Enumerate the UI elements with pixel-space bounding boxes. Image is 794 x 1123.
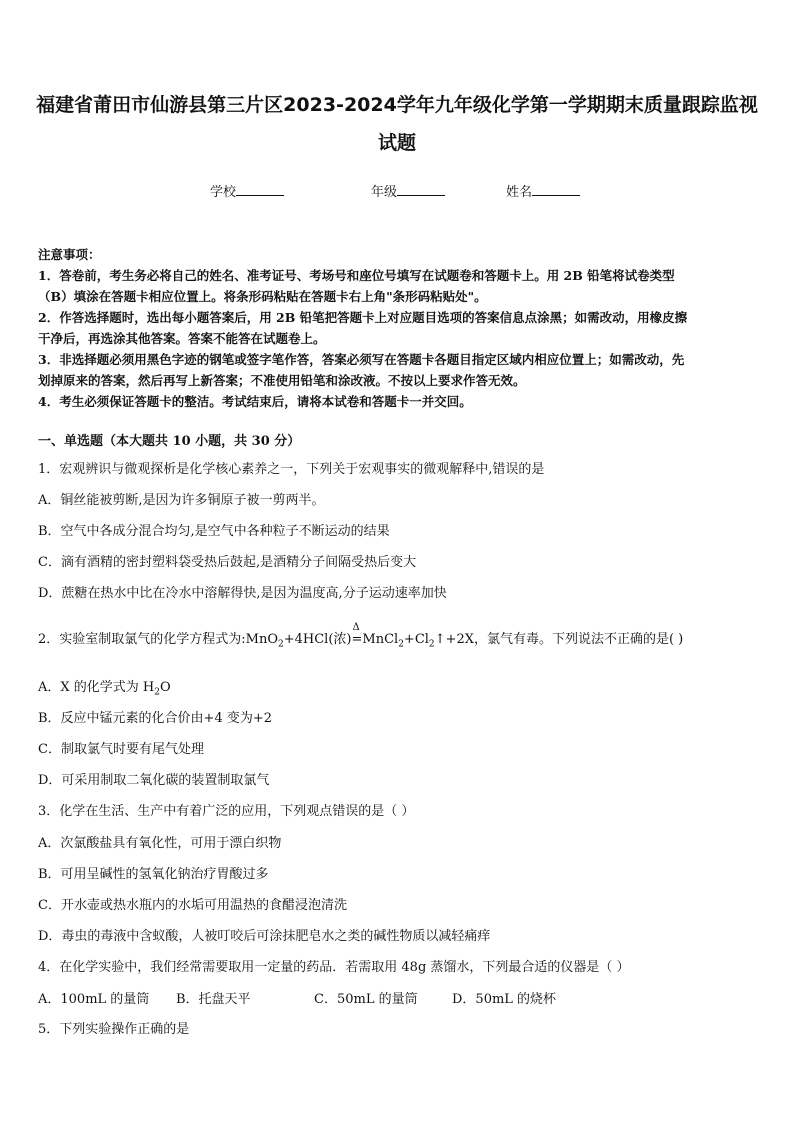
school-field[interactable]	[210, 181, 284, 200]
q1-stem: 1．宏观辨识与微观探析是化学核心素养之一，下列关于宏观事实的微观解释中,错误的是	[38, 462, 545, 477]
q2-stem-part: ↑+2X，氯气有毒。下列说法不正确的是( )	[434, 632, 684, 647]
notes-line: 2．作答选择题时，选出每小题答案后，用 2B 铅笔把答题卡上对应题目选项的答案信息点涂黑；如需改动，用橡皮擦	[38, 310, 688, 325]
heat-condition	[351, 622, 363, 647]
q2-stem-part: +Cl	[403, 632, 429, 647]
q4-stem: 4．在化学实验中，我们经常需要取用一定量的药品．若需取用 48g 蒸馏水，下列最合适的仪器是（ ）	[38, 960, 630, 975]
q2-option-d: D．可采用制取二氧化碳的装置制取氯气	[38, 773, 270, 788]
q1-option-b: B．空气中各成分混合均匀,是空气中各种粒子不断运动的结果	[38, 524, 390, 539]
section-title: 一、单选题（本大题共 10 小题，共 30 分）	[38, 434, 301, 449]
q5-stem: 5．下列实验操作正确的是	[38, 1022, 190, 1037]
exam-title-line1: 福建省莆田市仙游县第三片区2023-2024学年九年级化学第一学期期末质量跟踪监视	[36, 94, 758, 116]
subscript: 2	[278, 639, 284, 650]
q2-option-a-text: A．X 的化学式为 H	[38, 680, 155, 695]
name-blank[interactable]	[532, 183, 580, 196]
q3-option-c: C．开水壶或热水瓶内的水垢可用温热的食醋浸泡清洗	[38, 898, 347, 913]
name-field[interactable]	[506, 181, 580, 200]
notes-line: 4．考生必须保证答题卡的整洁。考试结束后，请将本试卷和答题卡一并交回。	[38, 394, 472, 409]
q4-option-a: A．100mL 的量筒	[38, 992, 150, 1007]
equals-sign: =	[351, 632, 363, 647]
delta-symbol: Δ	[352, 622, 360, 633]
q1-option-d: D．蔗糖在热水中比在冷水中溶解得快,是因为温度高,分子运动速率加快	[38, 586, 447, 601]
notes-block	[38, 244, 758, 412]
q3-option-b: B．可用呈碱性的氢氧化钠治疗胃酸过多	[38, 867, 269, 882]
notes-line: 干净后，再选涂其他答案。答案不能答在试题卷上。	[38, 331, 326, 346]
subscript: 2	[154, 687, 160, 698]
name-label: 姓名	[506, 185, 533, 200]
q4-option-c: C．50mL 的量筒	[314, 992, 418, 1007]
q4-option-b: B．托盘天平	[176, 992, 251, 1007]
q1-option-a: A．铜丝能被剪断,是因为许多铜原子被一剪两半。	[38, 493, 325, 508]
school-label: 学校	[210, 185, 237, 200]
q3-option-d: D．毒虫的毒液中含蚁酸，人被叮咬后可涂抹肥皂水之类的碱性物质以减轻痛痒	[38, 929, 491, 944]
q2-stem-part: 2．实验室制取氯气的化学方程式为:MnO	[38, 632, 278, 647]
exam-title-line2: 试题	[377, 132, 416, 154]
q2-stem	[38, 622, 684, 650]
q4-option-d: D．50mL 的烧杯	[452, 992, 557, 1007]
notes-heading: 注意事项：	[38, 247, 101, 262]
q4-options	[38, 988, 556, 1007]
q2-stem-part: MnCl	[362, 632, 399, 647]
q2-option-c: C．制取氯气时要有尾气处理	[38, 742, 204, 757]
school-blank[interactable]	[236, 183, 284, 196]
q3-stem: 3．化学在生活、生产中有着广泛的应用，下列观点错误的是（ ）	[38, 804, 415, 819]
q2-option-a	[38, 676, 171, 698]
notes-line: 1．答卷前，考生务必将自己的姓名、准考证号、考场号和座位号填写在试题卷和答题卡上。用 2B 铅笔将试卷类型	[38, 268, 675, 283]
notes-line: 划掉原来的答案，然后再写上新答案；不准使用铅笔和涂改液。不按以上要求作答无效。	[38, 373, 526, 388]
notes-line: （B）填涂在答题卡相应位置上。将条形码粘贴在答题卡右上角"条形码粘贴处"。	[38, 289, 487, 304]
subscript: 2	[398, 639, 404, 650]
grade-blank[interactable]	[397, 183, 445, 196]
q2-option-b: B．反应中锰元素的化合价由+4 变为+2	[38, 711, 273, 726]
q2-option-a-text: O	[159, 680, 171, 695]
subscript: 2	[428, 639, 435, 650]
q2-stem-part: +4HCl(浓)	[283, 632, 352, 647]
q1-option-c: C．滴有酒精的密封塑料袋受热后鼓起,是酒精分子间隔受热后变大	[38, 555, 417, 570]
notes-line: 3．非选择题必须用黑色字迹的钢笔或签字笔作答，答案必须写在答题卡各题目指定区域内相应位置上；如需改动，先	[38, 352, 685, 367]
grade-label: 年级	[371, 185, 398, 200]
grade-field[interactable]	[371, 181, 445, 200]
q3-option-a: A．次氯酸盐具有氧化性，可用于漂白织物	[38, 836, 282, 851]
